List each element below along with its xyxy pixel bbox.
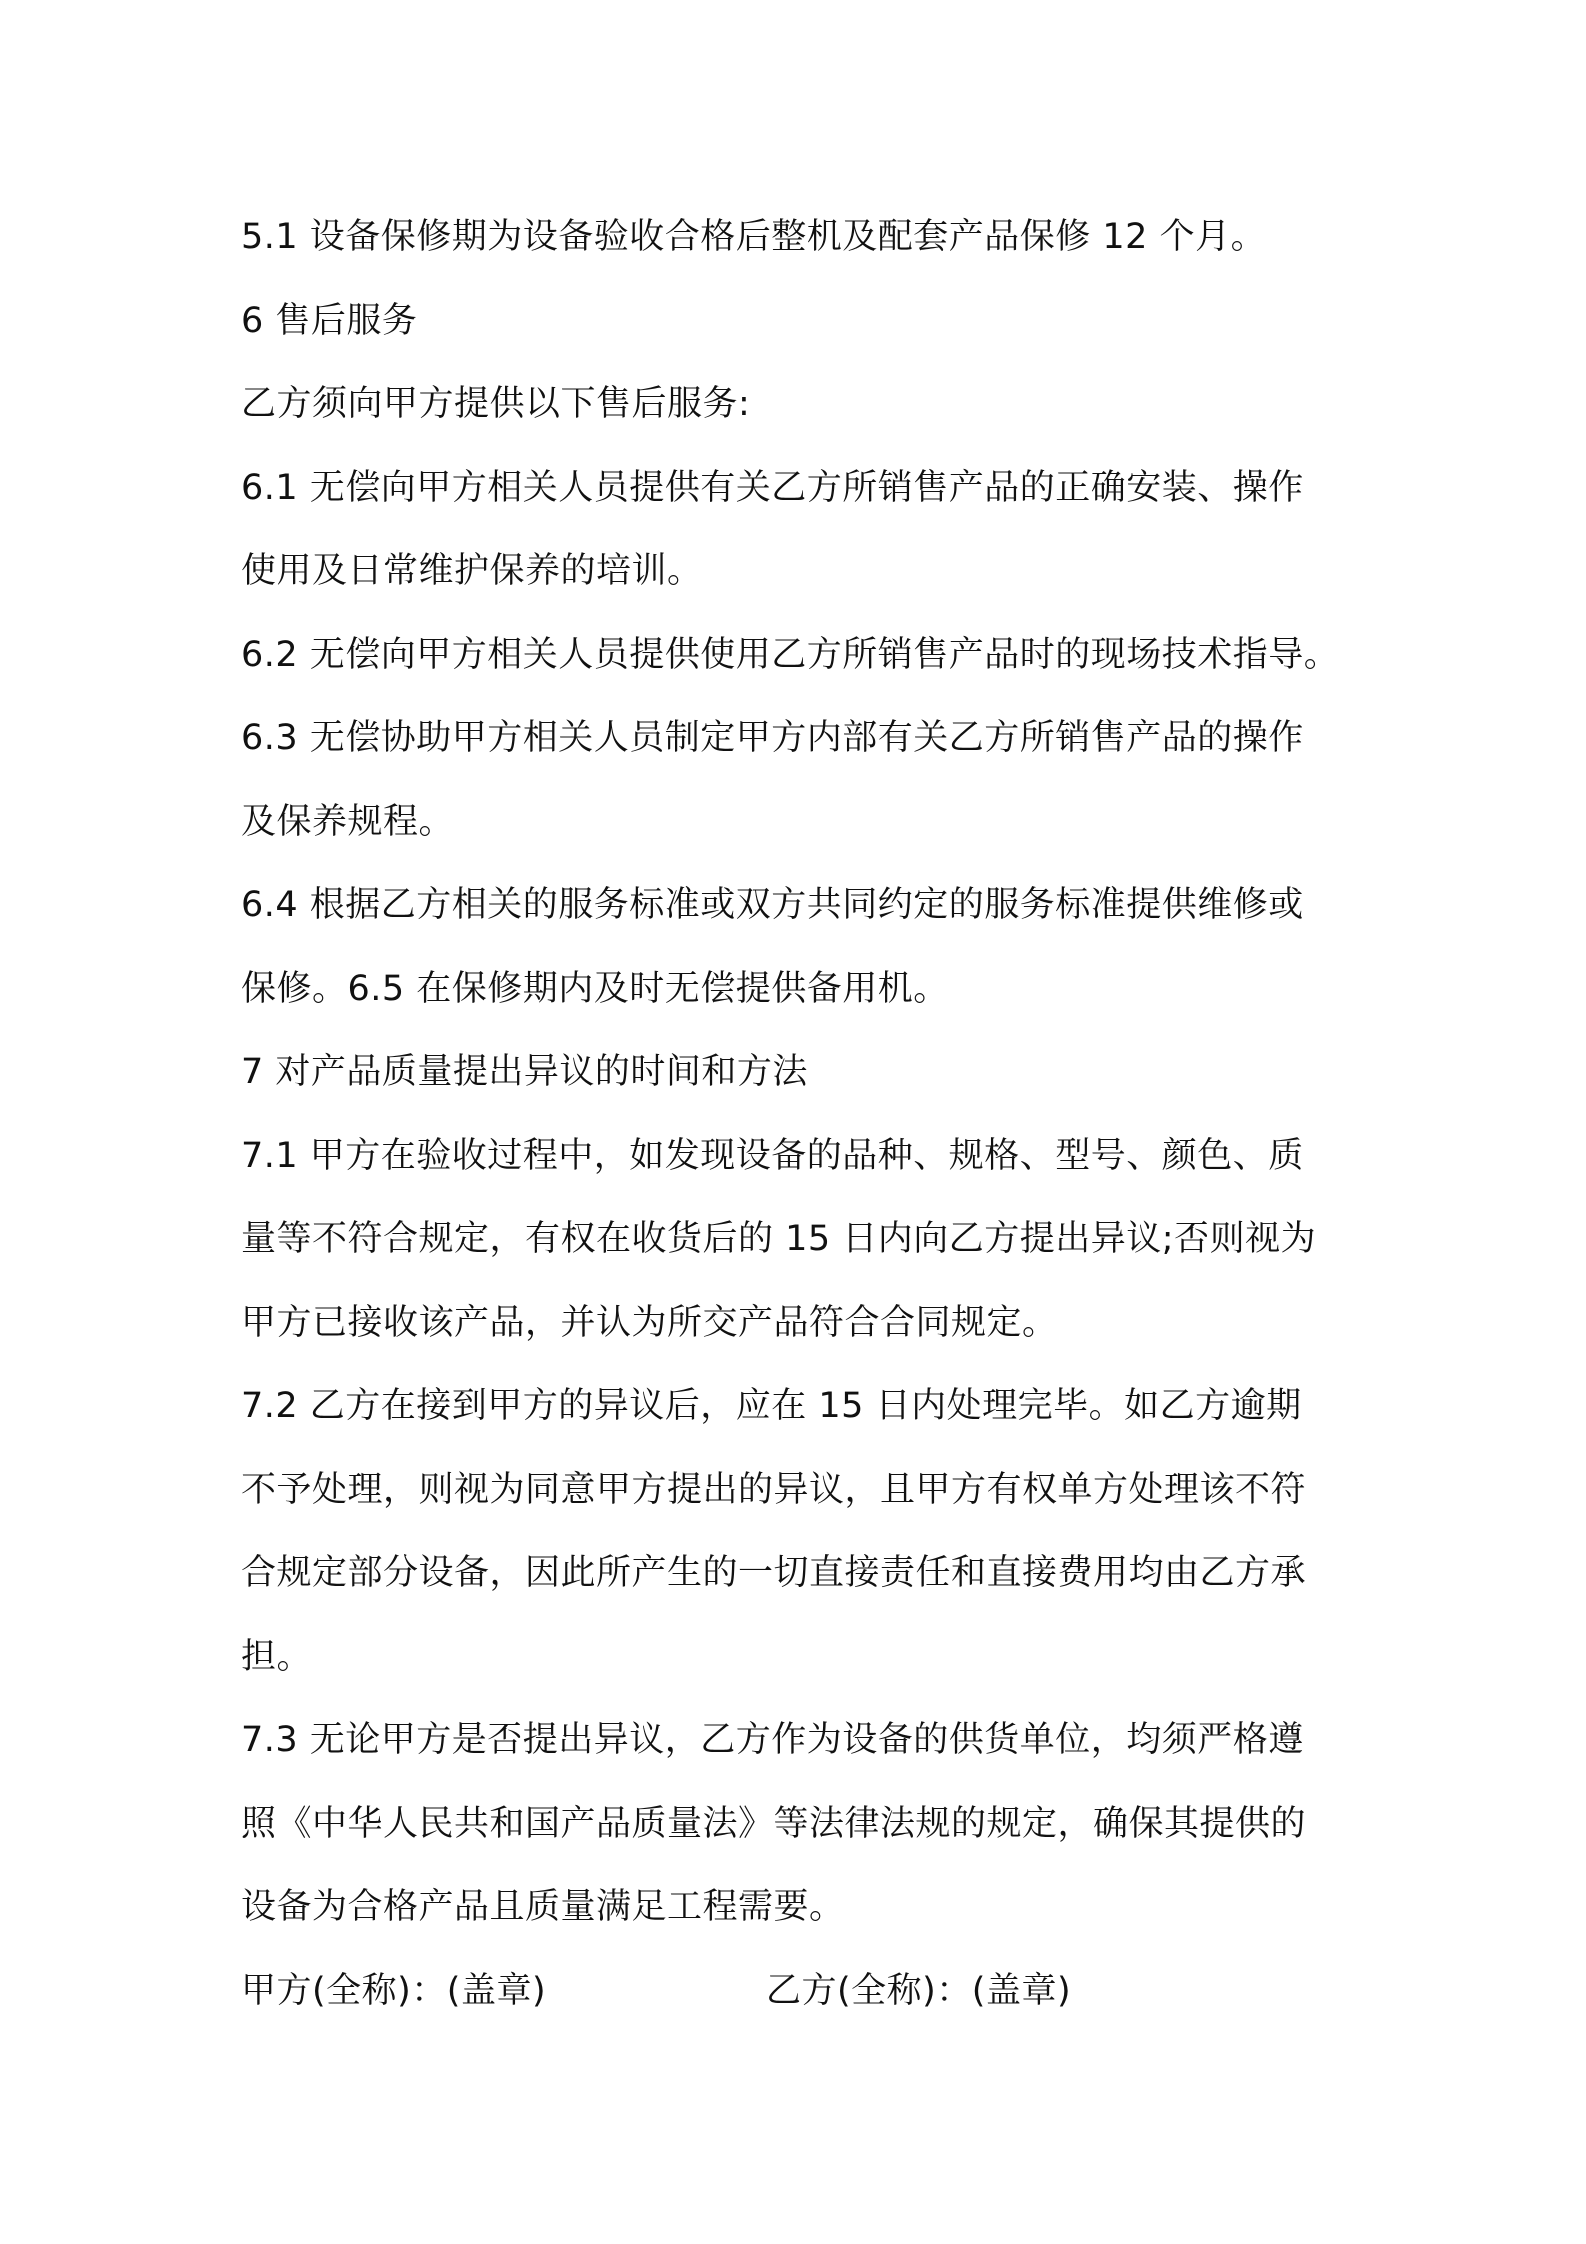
clause-7-2-line-4: 担。 <box>241 1636 313 1677</box>
clause-7-2-line-1: 7.2 乙方在接到甲方的异议后，应在 15 日内处理完毕。如乙方逾期 <box>241 1386 1302 1426</box>
clause-6-2: 6.2 无偿向甲方相关人员提供使用乙方所销售产品时的现场技术指导。 <box>241 634 1340 675</box>
clause-7-1-line-1: 7.1 甲方在验收过程中，如发现设备的品种、规格、型号、颜色、质 <box>241 1135 1304 1176</box>
clause-7-2-line-2: 不予处理，则视为同意甲方提出的异议，且甲方有权单方处理该不符 <box>241 1469 1307 1510</box>
clause-6-1-line-1: 6.1 无偿向甲方相关人员提供有关乙方所销售产品的正确安装、操作 <box>241 467 1304 508</box>
section-6-intro: 乙方须向甲方提供以下售后服务: <box>241 384 751 424</box>
clause-6-4-6-5-line-2: 保修。6.5 在保修期内及时无偿提供备用机。 <box>241 968 949 1009</box>
clause-5-1: 5.1 设备保修期为设备验收合格后整机及配套产品保修 12 个月。 <box>241 217 1267 257</box>
clause-7-1-line-3: 甲方已接收该产品，并认为所交产品符合合同规定。 <box>241 1302 1058 1343</box>
document-body <box>241 196 1381 2033</box>
clause-7-3-line-1: 7.3 无论甲方是否提出异议，乙方作为设备的供货单位，均须严格遵 <box>241 1720 1304 1760</box>
clause-7-3-line-2: 照《中华人民共和国产品质量法》等法律法规的规定，确保其提供的 <box>241 1803 1307 1844</box>
clause-6-3-line-2: 及保养规程。 <box>241 801 455 842</box>
clause-6-3-line-1: 6.3 无偿协助甲方相关人员制定甲方内部有关乙方所销售产品的操作 <box>241 718 1304 758</box>
section-7-heading: 7 对产品质量提出异议的时间和方法 <box>241 1052 808 1092</box>
clause-7-3-line-3: 设备为合格产品且质量满足工程需要。 <box>241 1887 845 1927</box>
section-6-heading: 6 售后服务 <box>241 300 418 341</box>
party-a-signature-label: 甲方(全称)：(盖章) <box>241 1970 547 2011</box>
clause-7-2-line-3: 合规定部分设备，因此所产生的一切直接责任和直接费用均由乙方承 <box>241 1553 1307 1593</box>
party-b-signature-label: 乙方(全称)：(盖章) <box>766 1970 1072 2011</box>
clause-6-1-line-2: 使用及日常维护保养的培训。 <box>241 551 703 591</box>
signature-row <box>241 1950 1381 2034</box>
clause-7-1-line-2: 量等不符合规定，有权在收货后的 15 日内向乙方提出异议;否则视为 <box>241 1219 1317 1259</box>
clause-6-4-line-1: 6.4 根据乙方相关的服务标准或双方共同约定的服务标准提供维修或 <box>241 885 1304 925</box>
